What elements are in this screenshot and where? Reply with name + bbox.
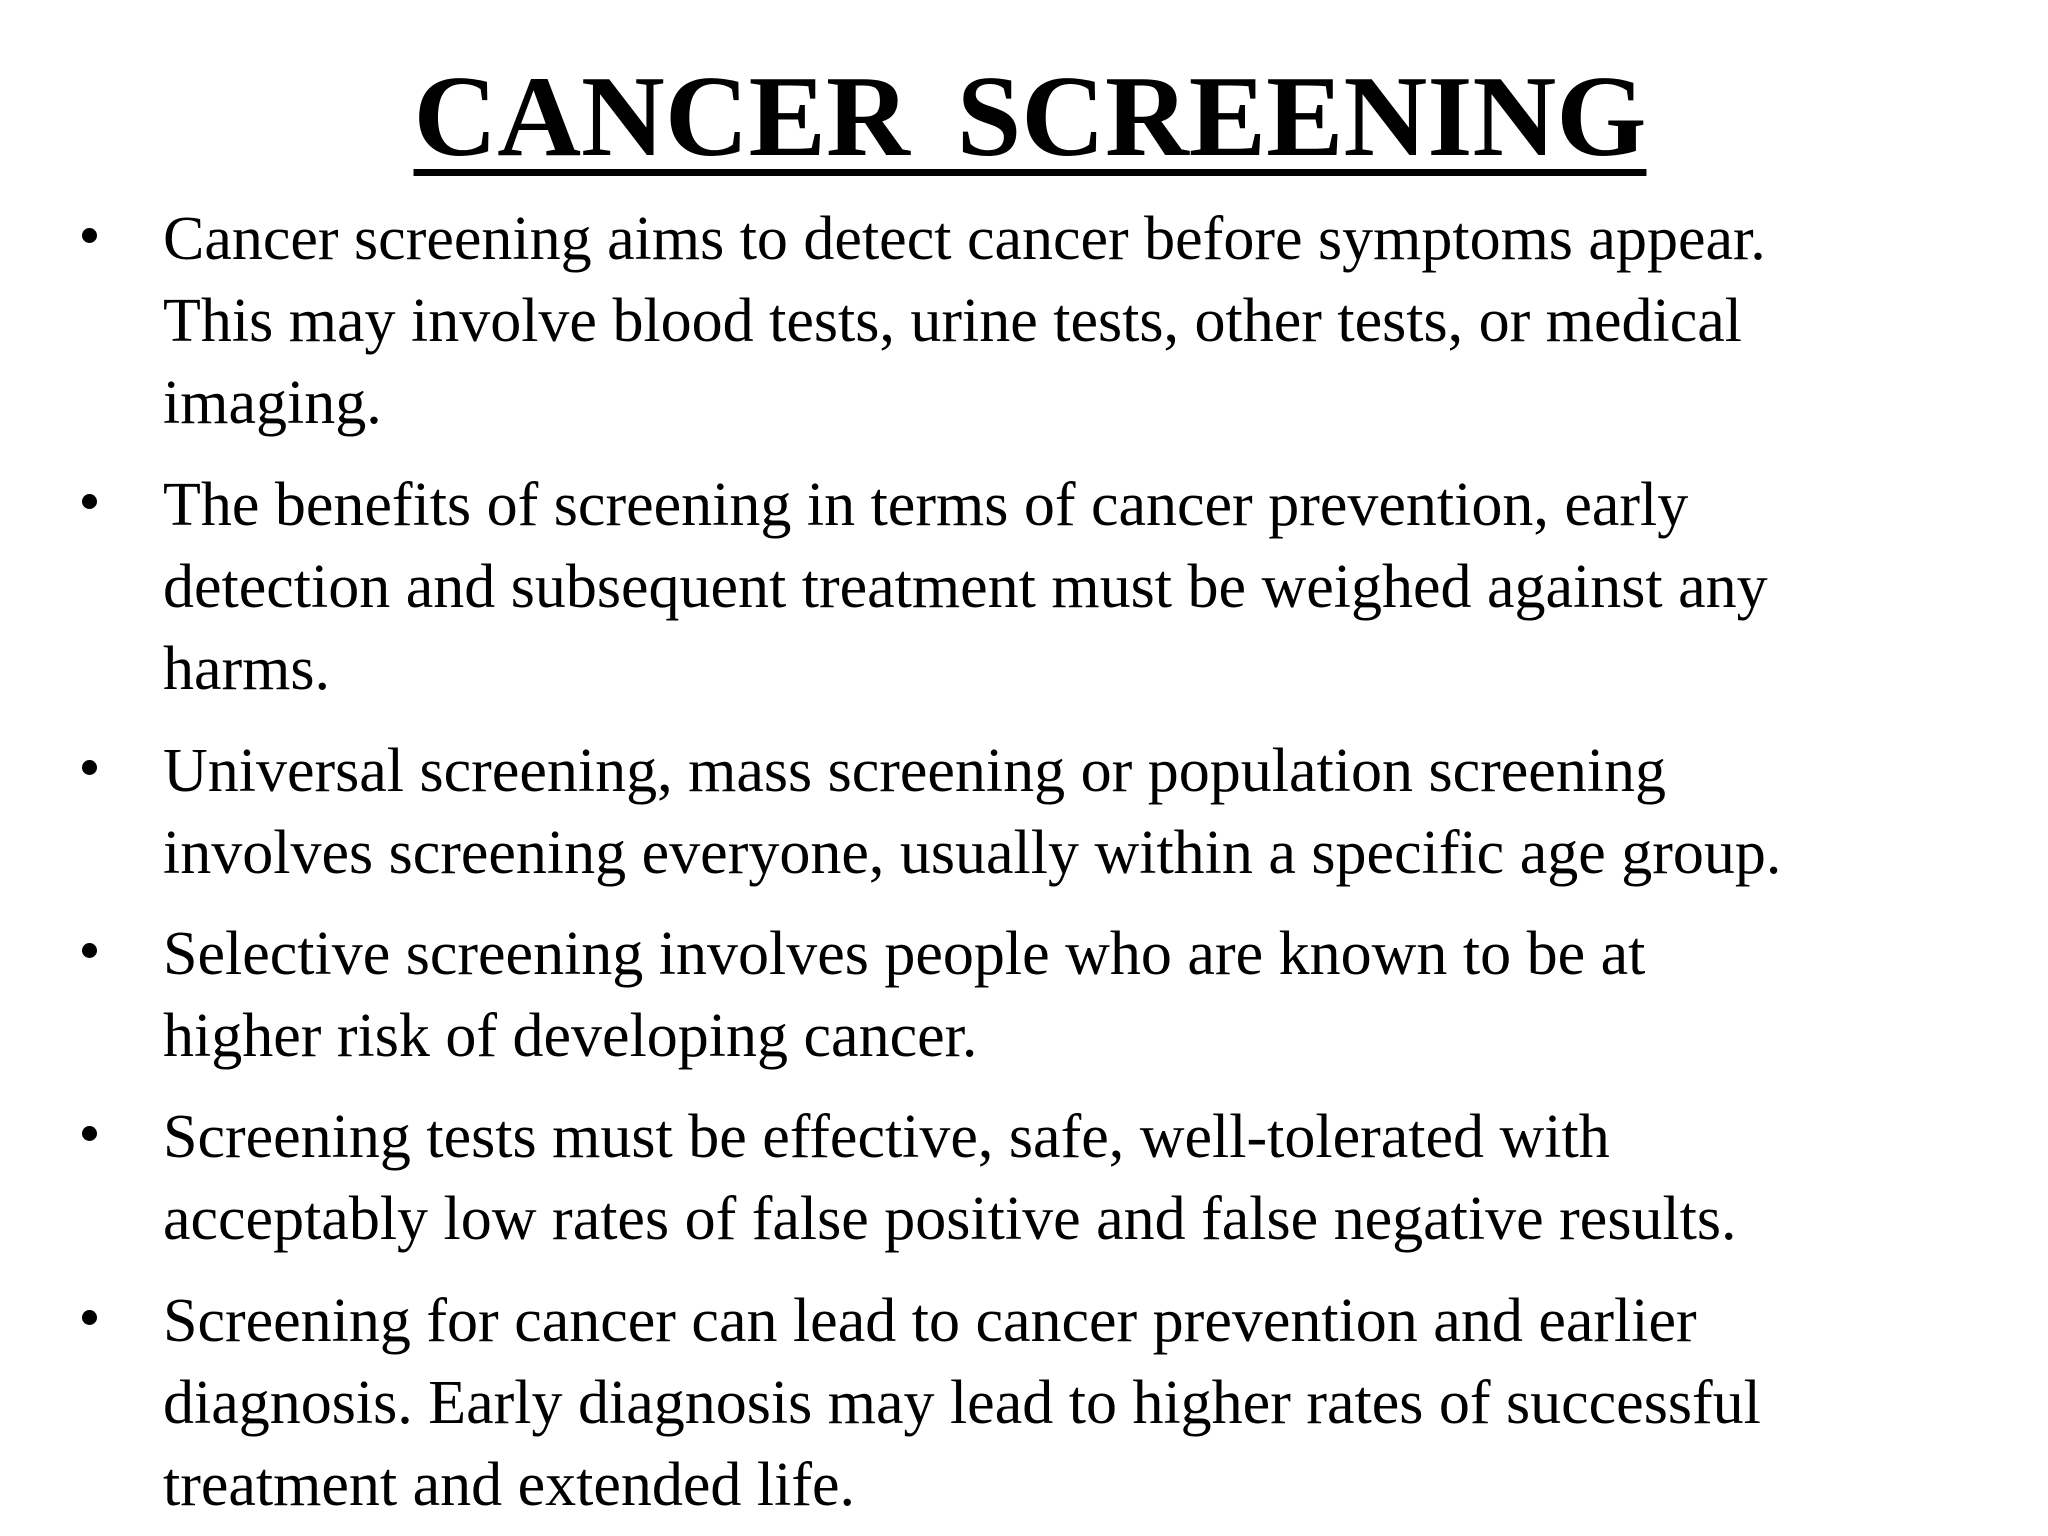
bullet-icon: [82, 228, 97, 243]
bullet-text: [163, 1280, 2003, 1526]
bullet-icon: [82, 494, 97, 509]
bullet-line: Screening tests must be effective, safe, well-tolerated with: [163, 1103, 1610, 1171]
bullet-line: Cancer screening aims to detect cancer before symptoms appear.: [163, 205, 1766, 273]
bullet-line: higher risk of developing cancer.: [163, 1002, 978, 1070]
bullet-line: acceptably low rates of false positive and false negative results.: [163, 1185, 1737, 1253]
bullet-line: The benefits of screening in terms of cancer prevention, early: [163, 471, 1689, 539]
bullet-line: detection and subsequent treatment must be weighed against any: [163, 553, 1768, 621]
bullet-line: This may involve blood tests, urine tests, other tests, or medical: [163, 287, 1743, 355]
bullet-line: Selective screening involves people who are known to be at: [163, 920, 1646, 988]
bullet-line: imaging.: [163, 369, 382, 437]
bullet-line: involves screening everyone, usually within a specific age group.: [163, 819, 1782, 887]
bullet-line: Screening for cancer can lead to cancer prevention and earlier: [163, 1287, 1697, 1355]
bullet-text: [163, 730, 2003, 894]
bullet-line: treatment and extended life.: [163, 1451, 856, 1519]
bullet-icon: [82, 760, 97, 775]
bullet-icon: [82, 1310, 97, 1325]
bullet-line: diagnosis. Early diagnosis may lead to higher rates of successful: [163, 1369, 1761, 1437]
bullet-text: [163, 464, 2003, 710]
bullet-icon: [82, 1126, 97, 1141]
bullet-text: [163, 913, 2003, 1077]
bullet-text: [163, 1096, 2003, 1260]
bullet-line: Universal screening, mass screening or population screening: [163, 737, 1667, 805]
slide-title: CANCER SCREENING: [413, 53, 1647, 181]
bullet-icon: [82, 943, 97, 958]
bullet-text: [163, 198, 2003, 444]
bullet-line: harms.: [163, 635, 331, 703]
